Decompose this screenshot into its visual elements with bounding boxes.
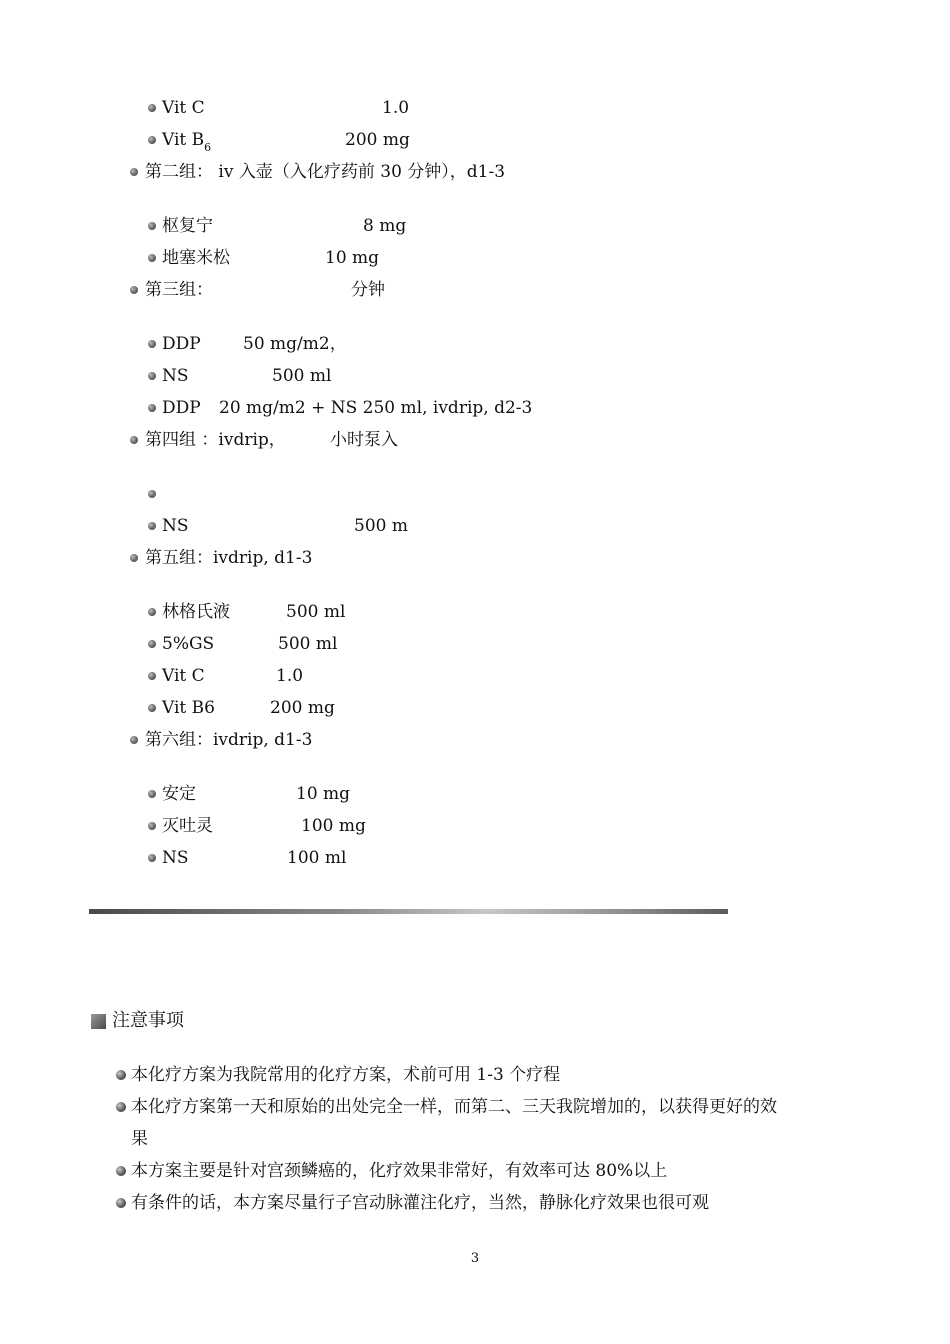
drug-dose: 1.0 [382,98,410,118]
group-line [145,547,312,569]
bullet-icon [130,554,138,562]
bullet-icon [148,136,156,144]
bullet-icon [148,672,156,680]
drug-dose: 8 mg [363,216,407,236]
drug-dose: 10 mg [325,248,380,268]
drug-dose: 50 mg/m2， [243,334,347,354]
bullet-icon [130,736,138,744]
drug-line [162,215,407,237]
note-item [131,1064,560,1086]
group-text: 第六组：ivdrip, d1-3 [145,730,313,750]
drug-line [162,397,533,419]
drug-name: Vit C [162,666,205,686]
drug-name: 地塞米松 [162,248,230,268]
group-line [145,161,505,183]
note-text: 本化疗方案为我院常用的化疗方案，术前可用 1-3 个疗程 [131,1065,561,1085]
note-item [131,1192,709,1214]
section-divider [89,909,728,914]
bullet-icon [148,340,156,348]
bullet-icon [148,640,156,648]
note-item [131,1160,667,1182]
bullet-icon [148,372,156,380]
drug-line [162,697,335,719]
note-text: 本方案主要是针对宫颈鳞癌的，化疗效果非常好，有效率可达 80%以上 [131,1161,668,1181]
bullet-icon [148,822,156,830]
drug-name: 灭吐灵 [162,816,213,836]
page-number: 3 [470,1251,480,1266]
bullet-icon [116,1166,126,1176]
group-text: 第五组：ivdrip, d1-3 [145,548,313,568]
drug-line [162,633,338,655]
group-line [145,429,398,451]
drug-name: 5%GS [162,634,215,654]
bullet-icon [116,1102,126,1112]
drug-line [162,815,366,837]
drug-name: Vit C [162,98,205,118]
group-text: 第四组 ：ivdrip， [145,430,286,450]
drug-dose: 20 mg/m2 + NS 250 ml, ivdrip, d2-3 [219,398,533,418]
drug-name-subscript: 6 [204,141,212,154]
drug-dose: 100 ml [287,848,347,868]
drug-dose: 200 mg [270,698,335,718]
drug-name: 安定 [162,784,196,804]
group-text: 第二组： iv 入壶（入化疗药前 30 分钟），d1-3 [145,162,506,182]
drug-line [162,783,351,805]
bullet-icon [148,222,156,230]
drug-line [162,515,408,537]
bullet-icon [148,254,156,262]
bullet-icon [148,854,156,862]
group-tail: 分钟 [351,280,385,300]
drug-line [162,601,346,623]
group-tail: 小时泵入 [330,430,398,450]
drug-name: NS [162,848,189,868]
drug-name: 林格氏液 [162,602,230,622]
group-line [145,729,312,751]
drug-line [162,333,347,355]
drug-name: DDP [162,398,201,418]
bullet-icon [148,704,156,712]
bullet-icon [148,104,156,112]
notes-heading: 注意事项 [112,1010,184,1031]
drug-name: DDP [162,334,201,354]
drug-name: 枢复宁 [162,216,213,236]
note-continuation: 果 [131,1129,148,1149]
drug-name: NS [162,366,189,386]
drug-dose: 1.0 [276,666,304,686]
drug-name: NS [162,516,189,536]
group-text: 第三组： [145,280,213,300]
note-item [131,1096,777,1118]
note-text: 本化疗方案第一天和原始的出处完全一样，而第二、三天我院增加的，以获得更好的效 [131,1097,777,1117]
drug-dose: 500 ml [278,634,338,654]
drug-line [162,365,332,387]
drug-name: Vit B [162,130,205,150]
bullet-icon [130,436,138,444]
bullet-icon [148,404,156,412]
drug-dose: 500 m [354,516,408,536]
bullet-icon [130,168,138,176]
drug-dose: 200 mg [345,130,410,150]
bullet-icon [148,490,156,498]
drug-dose: 500 ml [286,602,346,622]
drug-dose: 10 mg [296,784,351,804]
drug-dose: 500 ml [272,366,332,386]
bullet-icon [148,790,156,798]
group-line [145,279,385,301]
drug-name: Vit B6 [162,698,215,718]
bullet-icon [116,1198,126,1208]
bullet-icon [130,286,138,294]
bullet-icon [116,1070,126,1080]
drug-line [162,129,410,154]
drug-dose: 100 mg [301,816,366,836]
drug-line [162,847,347,869]
note-text: 有条件的话，本方案尽量行子宫动脉灌注化疗，当然，静脉化疗效果也很可观 [131,1193,709,1213]
section-marker-icon [91,1014,106,1029]
drug-line [162,665,304,687]
drug-line [162,97,410,119]
drug-line [162,247,380,269]
bullet-icon [148,608,156,616]
bullet-icon [148,522,156,530]
